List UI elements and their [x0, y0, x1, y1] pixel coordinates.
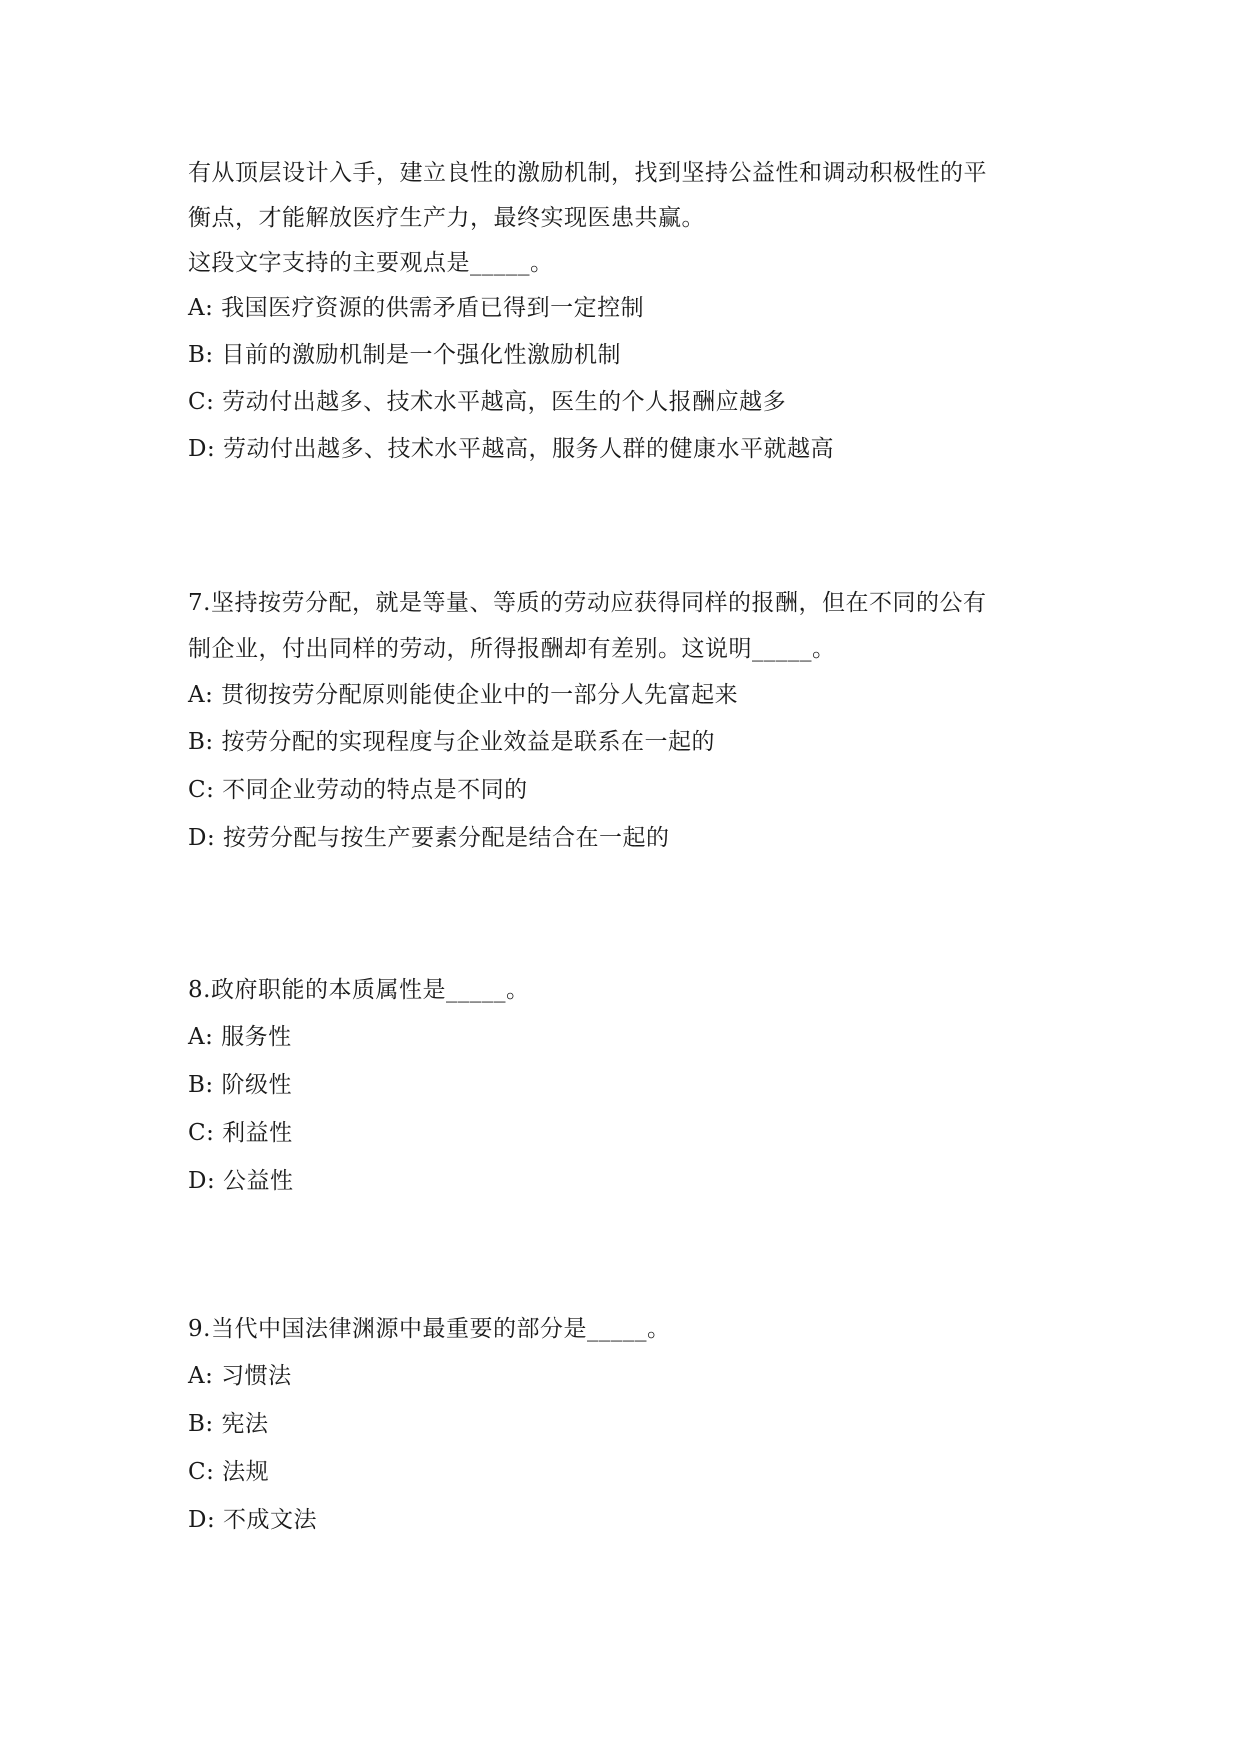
option-c: C: 劳动付出越多、技术水平越高，医生的个人报酬应越多	[188, 389, 787, 415]
option-a: A: 我国医疗资源的供需矛盾已得到一定控制	[188, 295, 645, 321]
question-prompt: 这段文字支持的主要观点是_____。	[188, 250, 554, 276]
question-text-line: 衡点，才能解放医疗生产力，最终实现医患共赢。	[188, 205, 705, 231]
option-a: A: 贯彻按劳分配原则能使企业中的一部分人先富起来	[188, 682, 739, 708]
option-c: C: 法规	[188, 1459, 270, 1485]
option-c: C: 不同企业劳动的特点是不同的	[188, 777, 528, 803]
option-a: A: 习惯法	[188, 1363, 292, 1389]
option-d: D: 公益性	[188, 1168, 294, 1194]
option-c: C: 利益性	[188, 1120, 293, 1146]
option-b: B: 阶级性	[188, 1072, 292, 1098]
question-text-line: 有从顶层设计入手，建立良性的激励机制，找到坚持公益性和调动积极性的平	[188, 160, 987, 186]
option-b: B: 宪法	[188, 1411, 269, 1437]
option-b: B: 按劳分配的实现程度与企业效益是联系在一起的	[188, 729, 715, 755]
question-text-line: 9.当代中国法律渊源中最重要的部分是_____。	[188, 1316, 671, 1342]
option-d: D: 不成文法	[188, 1507, 318, 1533]
option-a: A: 服务性	[188, 1024, 292, 1050]
option-b: B: 目前的激励机制是一个强化性激励机制	[188, 342, 621, 368]
question-text-line: 8.政府职能的本质属性是_____。	[188, 977, 530, 1003]
question-text-line: 制企业，付出同样的劳动，所得报酬却有差别。这说明_____。	[188, 636, 836, 662]
option-d: D: 按劳分配与按生产要素分配是结合在一起的	[188, 825, 670, 851]
question-text-line: 7.坚持按劳分配，就是等量、等质的劳动应获得同样的报酬，但在不同的公有	[188, 590, 987, 616]
option-d: D: 劳动付出越多、技术水平越高，服务人群的健康水平就越高	[188, 436, 835, 462]
